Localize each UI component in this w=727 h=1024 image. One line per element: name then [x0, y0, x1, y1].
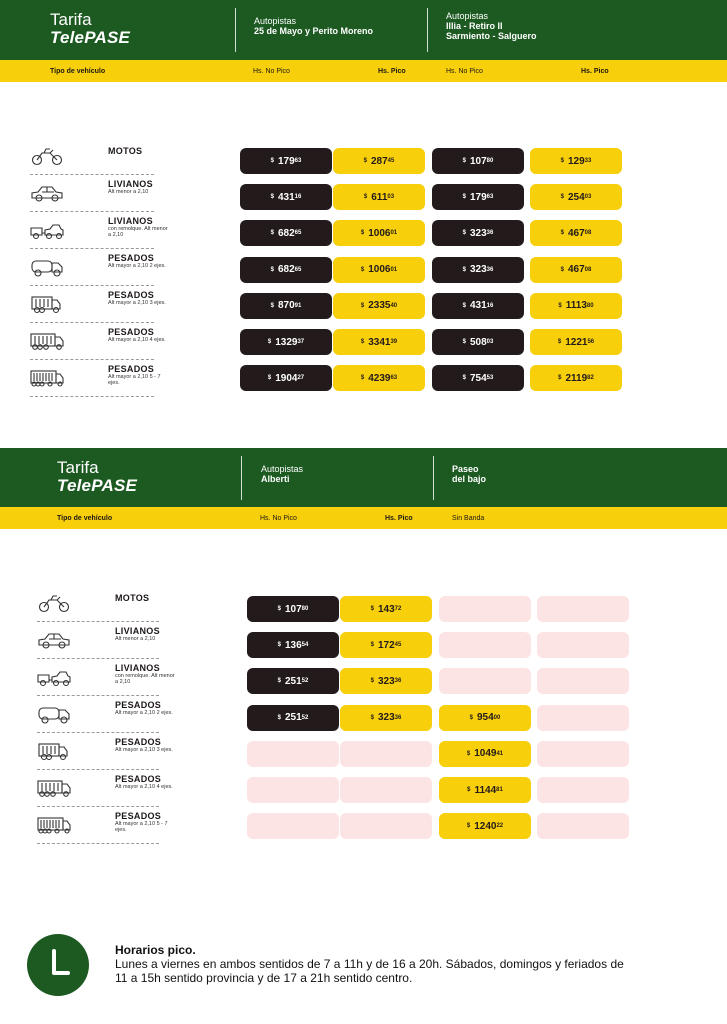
price-cell: $ 179 63: [240, 148, 332, 174]
price-cell: $ 251 52: [247, 705, 339, 731]
vehicle-row-label: [30, 286, 166, 323]
empty-price-cell: [439, 668, 531, 694]
empty-price-cell: [537, 741, 629, 767]
price-cell: $ 3341 39: [333, 329, 425, 355]
price-cell: $ 287 45: [333, 148, 425, 174]
price-cell: $ 1329 37: [240, 329, 332, 355]
vehicle-name: LIVIANOS: [108, 216, 153, 226]
price-cell: $ 172 45: [340, 632, 432, 658]
vehicle-description: Alt mayor a 2,10 3 ejes.: [108, 300, 166, 306]
vehicle-description: Alt mayor a 2,10 4 ejes.: [108, 337, 166, 343]
price-cell: $ 467 08: [530, 257, 622, 283]
price-cell: $ 467 08: [530, 220, 622, 246]
price-cell: $ 611 03: [333, 184, 425, 210]
vehicle-row-label: [37, 622, 159, 659]
vehicle-name: PESADOS: [108, 364, 155, 374]
price-cell: $ 323 36: [432, 257, 524, 283]
vehicle-row-label: [37, 659, 175, 696]
vehicle-name: MOTOS: [108, 146, 143, 156]
vehicle-description: Alt mayor a 2,10 5 - 7 ejes.: [115, 821, 168, 833]
price-cell: $ 2335 40: [333, 293, 425, 319]
motorcycle-icon: [30, 146, 64, 166]
price-cell: $ 1221 56: [530, 329, 622, 355]
vehicle-description: con remolque. Alt menor a 2,10: [108, 226, 168, 238]
vehicle-row-label: [30, 360, 161, 397]
price-cell: $ 1144 81: [439, 777, 531, 803]
price-cell: $ 870 91: [240, 293, 332, 319]
truck-2-axle-icon: [37, 704, 71, 724]
vehicle-row-label: [37, 807, 168, 844]
price-cell: $ 323 36: [432, 220, 524, 246]
vehicle-name: MOTOS: [115, 593, 150, 603]
price-cell: $ 1006 01: [333, 220, 425, 246]
price-cell: $ 508 03: [432, 329, 524, 355]
price-cell: $ 136 54: [247, 632, 339, 658]
truck-2-axle-icon: [30, 257, 64, 277]
car-trailer-icon: [30, 220, 64, 240]
column-header-illia: Autopistas Illia - Retiro II Sarmiento - Salguero: [446, 11, 537, 41]
empty-price-cell: [537, 813, 629, 839]
peak-hours-text: Lunes a viernes en ambos sentidos de 7 a 11h y de 16 a 20h. Sábados, domingos y feriados de 11 a 15h sentido provincia y de 17 a 21h sentido centro.: [115, 957, 624, 985]
price-cell: $ 682 65: [240, 257, 332, 283]
truck-5-axle-icon: [37, 815, 71, 835]
truck-4-axle-icon: [37, 778, 71, 798]
vehicle-row-label: [30, 212, 168, 249]
vehicle-row-label: [37, 733, 173, 770]
vehicle-description: Alt mayor a 2,10 2 ejes.: [108, 263, 166, 269]
price-cell: $ 107 80: [247, 596, 339, 622]
vehicle-description: con remolque. Alt menor a 2,10: [115, 673, 175, 685]
price-cell: $ 431 16: [240, 184, 332, 210]
price-cell: $ 754 53: [432, 365, 524, 391]
price-cell: $ 954 00: [439, 705, 531, 731]
price-cell: $ 323 36: [340, 668, 432, 694]
price-cell: $ 323 36: [340, 705, 432, 731]
brand-logo: Tarifa TelePASE: [57, 458, 138, 495]
vehicle-description: Alt menor a 2,10: [115, 636, 156, 642]
vehicle-row-label: [30, 175, 154, 212]
peak-hours-title: Horarios pico.: [115, 943, 196, 957]
price-cell: $ 682 65: [240, 220, 332, 246]
vehicle-description: Alt mayor a 2,10 5 - 7 ejes.: [108, 374, 161, 386]
clock-icon: [27, 934, 89, 996]
vehicle-name: PESADOS: [115, 737, 162, 747]
price-cell: $ 143 72: [340, 596, 432, 622]
empty-price-cell: [537, 632, 629, 658]
vehicle-name: PESADOS: [115, 774, 162, 784]
price-cell: $ 4239 63: [333, 365, 425, 391]
vehicle-name: PESADOS: [108, 253, 155, 263]
empty-price-cell: [537, 777, 629, 803]
vehicle-name: LIVIANOS: [115, 626, 160, 636]
vehicle-description: Alt mayor a 2,10 3 ejes.: [115, 747, 173, 753]
header-bottom: [0, 448, 727, 507]
vehicle-name: PESADOS: [115, 811, 162, 821]
subheader-band-bottom: Tipo de vehículo Hs. No Pico Hs. Pico Sin Banda: [0, 507, 727, 529]
price-cell: $ 431 16: [432, 293, 524, 319]
empty-price-cell: [247, 813, 339, 839]
empty-price-cell: [439, 632, 531, 658]
vehicle-row-label: [37, 696, 173, 733]
price-cell: $ 254 03: [530, 184, 622, 210]
empty-price-cell: [340, 777, 432, 803]
brand-logo: Tarifa TelePASE: [50, 10, 131, 47]
price-cell: $ 1240 22: [439, 813, 531, 839]
vehicle-name: PESADOS: [108, 327, 155, 337]
motorcycle-icon: [37, 593, 71, 613]
empty-price-cell: [340, 813, 432, 839]
price-cell: $ 1049 41: [439, 741, 531, 767]
vehicle-name: PESADOS: [108, 290, 155, 300]
header-divider: [427, 8, 428, 52]
vehicle-name: LIVIANOS: [108, 179, 153, 189]
vehicle-row-label: [37, 770, 173, 807]
header-top: [0, 0, 727, 60]
empty-price-cell: [537, 705, 629, 731]
price-cell: $ 2119 82: [530, 365, 622, 391]
vehicle-description: Alt mayor a 2,10 2 ejes.: [115, 710, 173, 716]
price-cell: $ 1113 80: [530, 293, 622, 319]
price-cell: $ 179 63: [432, 184, 524, 210]
empty-price-cell: [439, 596, 531, 622]
price-cell: $ 1006 01: [333, 257, 425, 283]
empty-price-cell: [537, 596, 629, 622]
car-icon: [30, 183, 64, 203]
subheader-band-top: Tipo de vehículo Hs. No Pico Hs. Pico Hs. No Pico Hs. Pico: [0, 60, 727, 82]
header-divider: [241, 456, 242, 500]
car-icon: [37, 630, 71, 650]
truck-4-axle-icon: [30, 331, 64, 351]
vehicle-description: Alt mayor a 2,10 4 ejes.: [115, 784, 173, 790]
empty-price-cell: [247, 777, 339, 803]
truck-5-axle-icon: [30, 368, 64, 388]
truck-3-axle-icon: [30, 294, 64, 314]
vehicle-row-label: [30, 138, 154, 175]
car-trailer-icon: [37, 667, 71, 687]
empty-price-cell: [247, 741, 339, 767]
vehicle-row-label: [30, 323, 166, 360]
vehicle-name: LIVIANOS: [115, 663, 160, 673]
price-cell: $ 251 52: [247, 668, 339, 694]
header-divider: [433, 456, 434, 500]
column-header-alberti: Autopistas Alberti: [261, 464, 304, 484]
vehicle-row-label: [37, 585, 159, 622]
vehicle-description: Alt menor a 2,10: [108, 189, 149, 195]
column-header-paseo-del-bajo: Paseo del bajo: [452, 464, 487, 484]
price-cell: $ 1904 27: [240, 365, 332, 391]
empty-price-cell: [340, 741, 432, 767]
price-cell: $ 129 33: [530, 148, 622, 174]
column-header-25-de-mayo: Autopistas 25 de Mayo y Perito Moreno: [254, 16, 374, 36]
header-divider: [235, 8, 236, 52]
vehicle-row-label: [30, 249, 166, 286]
vehicle-name: PESADOS: [115, 700, 162, 710]
empty-price-cell: [537, 668, 629, 694]
price-cell: $ 107 80: [432, 148, 524, 174]
truck-3-axle-icon: [37, 741, 71, 761]
